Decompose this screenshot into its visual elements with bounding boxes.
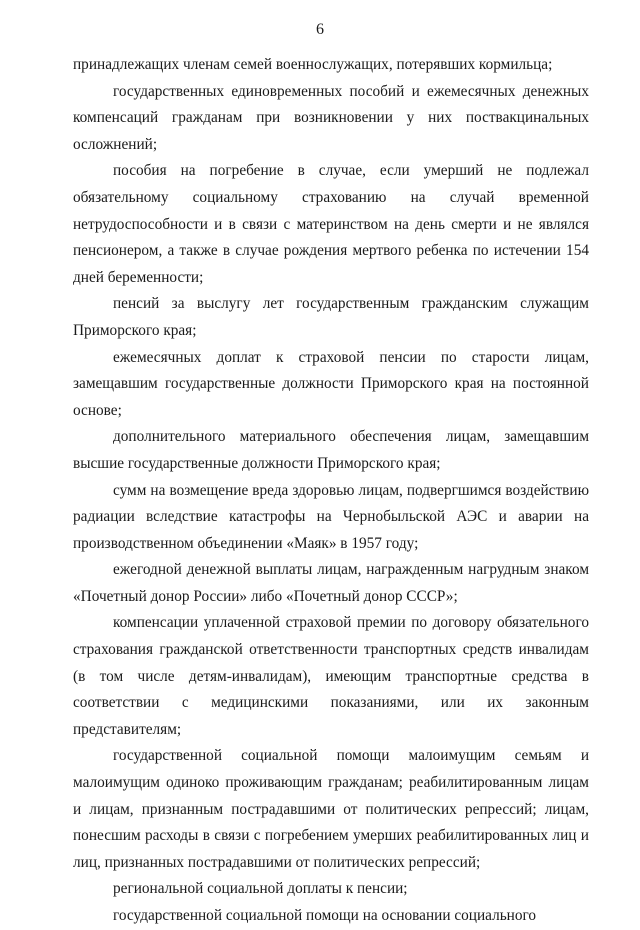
paragraph-6: дополнительного материального обеспечения лицам, замещавшим высшие государственные должности Приморского края;: [73, 428, 589, 472]
paragraph-12: государственной социальной помощи на основании социального: [113, 907, 537, 924]
paragraph-3: пособия на погребение в случае, если умерший не подлежал обязательному социальному страхованию на случай временной нетрудоспособности и в связи с материнством на день смерти и не являлся пенсионером, а также в случае рождения мертвого ребенка по истечении 154 дней беременности;: [73, 162, 589, 286]
paragraph-8: ежегодной денежной выплаты лицам, награжденным нагрудным знаком «Почетный донор России» либо «Почетный донор СССР»;: [73, 561, 589, 605]
paragraph-11: региональной социальной доплаты к пенсии;: [113, 880, 408, 898]
paragraph-9: компенсации уплаченной страховой премии по договору обязательного страхования гражданской ответственности транспортных средств инвалидам (в том числе детям-инвалидам), имеющим транспортные средства в соответствии с медицинскими показаниями, или их законным представителям;: [73, 614, 589, 738]
paragraph-10: государственной социальной помощи малоимущим семьям и малоимущим одиноко проживающим гражданам; реабилитированным лицам и лицам, признанным пострадавшими от политических репрессий; лицам, понесшим расходы в связи с погребением умерших реабилитированных лиц и лиц, признанных пострадавшими от политических репрессий;: [73, 747, 589, 871]
paragraph-5: ежемесячных доплат к страховой пенсии по старости лицам, замещавшим государственные должности Приморского края на постоянной основе;: [73, 348, 589, 419]
paragraph-2: государственных единовременных пособий и ежемесячных денежных компенсаций гражданам при возникновении у них поствакцинальных осложнений;: [73, 82, 589, 153]
paragraph-7: сумм на возмещение вреда здоровью лицам, подвергшимся воздействию радиации вследствие катастрофы на Чернобыльской АЭС и аварии на производственном объединении «Маяк» в 1957 году;: [73, 481, 589, 552]
page-number: 6: [316, 21, 324, 38]
document-body: [73, 52, 589, 930]
paragraph-4: пенсий за выслугу лет государственным гражданским служащим Приморского края;: [73, 295, 589, 339]
paragraph-1: принадлежащих членам семей военнослужащих, потерявших кормильца;: [73, 56, 553, 73]
